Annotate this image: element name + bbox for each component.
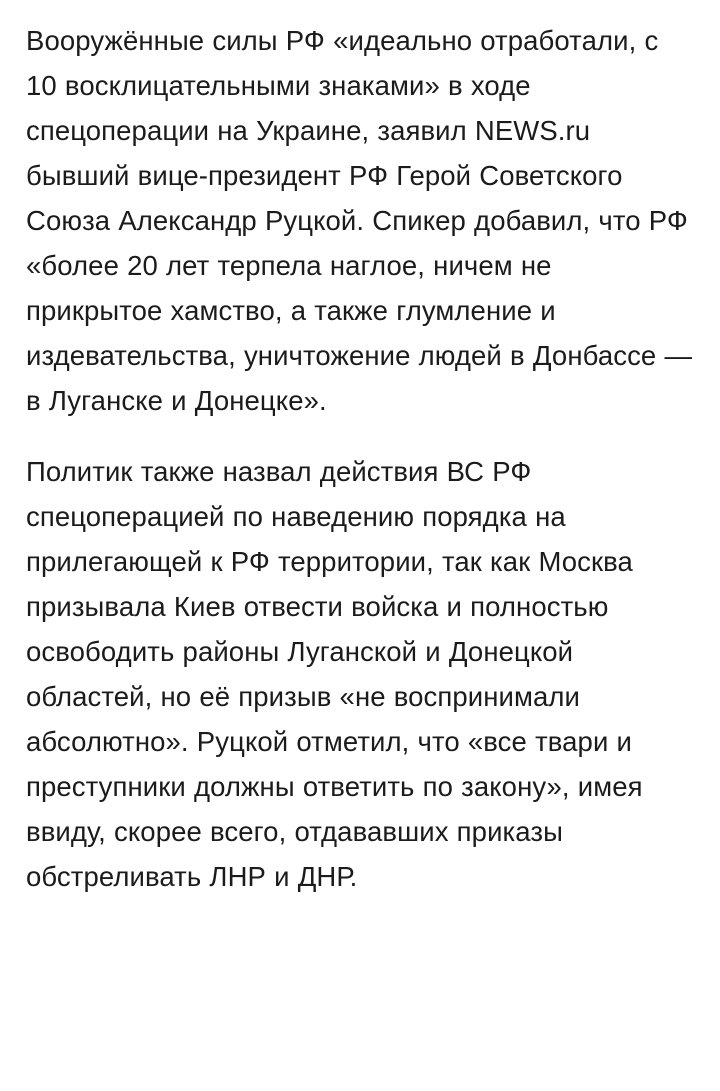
article-paragraph: Политик также назвал действия ВС РФ спецоперацией по наведению порядка на прилегающей к РФ территории, так как Москва призывала Киев отвести войска и полностью освободить районы Луганской и Донецкой областей, но её призыв «не воспринимали абсолютно». Руцкой отметил, что «все твари и преступники должны ответить по закону», имея ввиду, скорее всего, отдававших приказы обстреливать ЛНР и ДНР. <box>26 456 643 892</box>
article-paragraph: Вооружённые силы РФ «идеально отработали, с 10 восклицательными знаками» в ходе спецоперации на Украине, заявил NEWS.ru бывший вице-президент РФ Герой Советского Союза Александр Руцкой. Спикер добавил, что РФ «более 20 лет терпела наглое, ничем не прикрытое хамство, а также глумление и издевательства, уничтожение людей в Донбассе — в Луганске и Донецке». <box>26 25 693 416</box>
